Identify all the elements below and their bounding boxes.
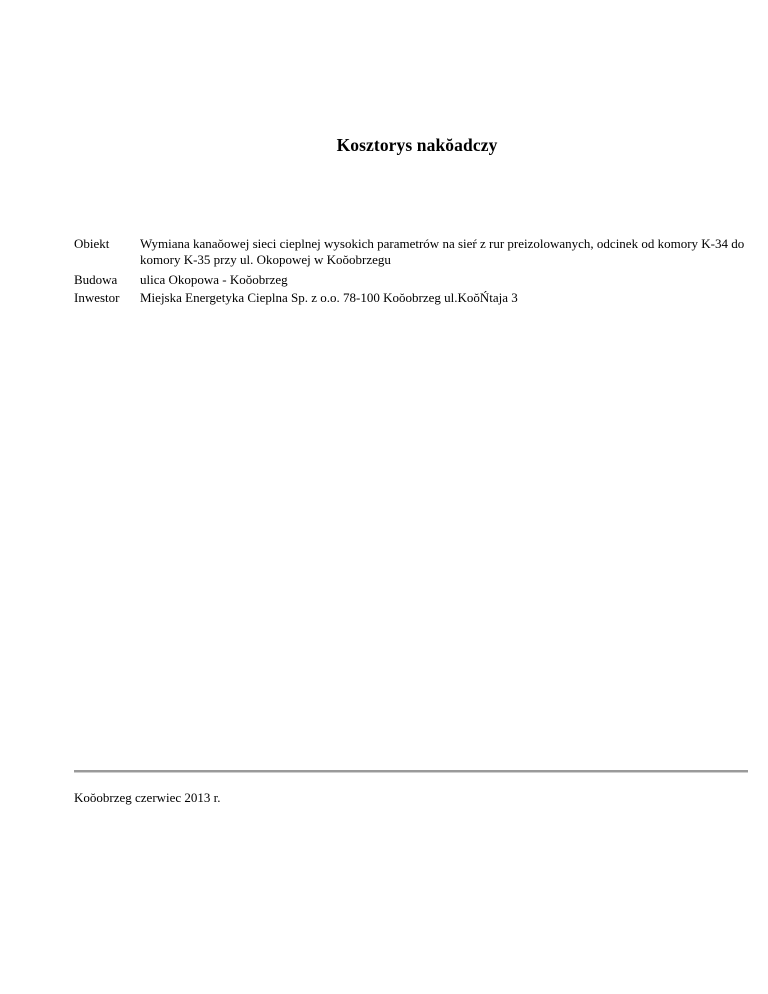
page-title: Kosztorys nakŏadczy [336, 135, 498, 155]
field-inwestor-label: Inwestor [74, 290, 120, 305]
field-budowa-label: Budowa [74, 272, 118, 287]
footer-place-date: Koŏobrzeg czerwiec 2013 r. [74, 790, 221, 805]
footer-divider [74, 770, 748, 773]
field-obiekt-value: Wymiana kanaŏowej sieci cieplnej wysokich parametrów na sieŕ z rur preizolowanych, odcinek od komory K-34 do komory K-35 przy ul. Okopowej w Koŏobrzegu [140, 236, 745, 267]
field-inwestor-value: Miejska Energetyka Cieplna Sp. z o.o. 78-100 Koŏobrzeg ul.KoŏŃtaja 3 [140, 290, 518, 305]
field-budowa-value: ulica Okopowa - Koŏobrzeg [140, 272, 288, 287]
field-obiekt-label: Obiekt [74, 236, 110, 251]
